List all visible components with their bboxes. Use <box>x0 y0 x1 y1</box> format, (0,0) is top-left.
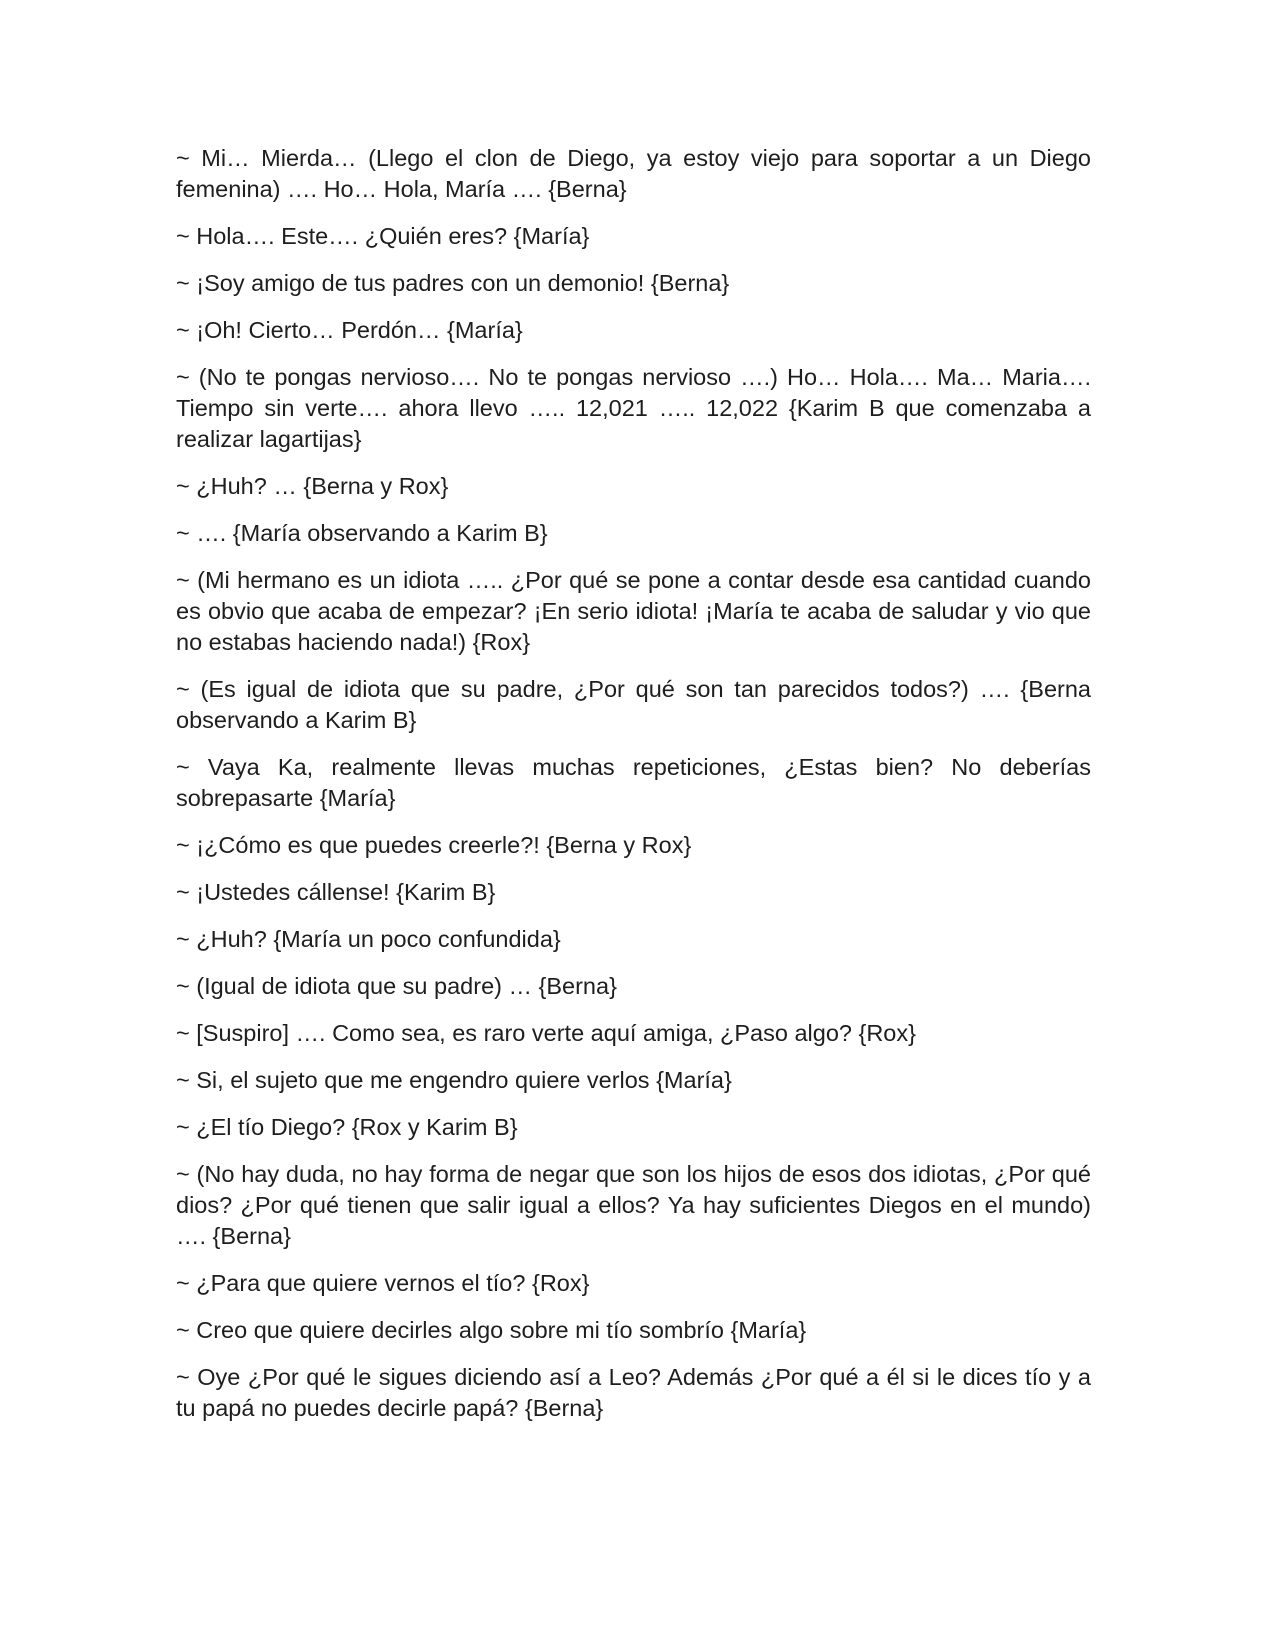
document-body <box>176 143 1091 1440</box>
dialogue-line: ~ …. {María observando a Karim B} <box>176 520 548 546</box>
dialogue-line: ~ Vaya Ka, realmente llevas muchas repeticiones, ¿Estas bien? No deberías sobrepasarte {María} <box>176 754 1091 811</box>
dialogue-line: ~ [Suspiro] …. Como sea, es raro verte aquí amiga, ¿Paso algo? {Rox} <box>176 1020 916 1046</box>
dialogue-line: ~ (Igual de idiota que su padre) … {Berna} <box>176 973 617 999</box>
dialogue-line: ~ Si, el sujeto que me engendro quiere verlos {María} <box>176 1067 732 1093</box>
dialogue-line: ~ Oye ¿Por qué le sigues diciendo así a Leo? Además ¿Por qué a él si le dices tío y a tu papá no puedes decirle papá? {Berna} <box>176 1364 1091 1421</box>
dialogue-line: ~ Mi… Mierda… (Llego el clon de Diego, ya estoy viejo para soportar a un Diego femenina) …. Ho… Hola, María …. {Berna} <box>176 145 1091 202</box>
dialogue-line: ~ ¡Ustedes cállense! {Karim B} <box>176 879 496 905</box>
dialogue-line: ~ ¡¿Cómo es que puedes creerle?! {Berna y Rox} <box>176 832 692 858</box>
dialogue-line: ~ ¿Huh? {María un poco confundida} <box>176 926 561 952</box>
dialogue-line: ~ ¡Soy amigo de tus padres con un demonio! {Berna} <box>176 270 730 296</box>
dialogue-line: ~ (No hay duda, no hay forma de negar que son los hijos de esos dos idiotas, ¿Por qué dios? ¿Por qué tienen que salir igual a ellos? Ya hay suficientes Diegos en el mundo) …. {Berna} <box>176 1161 1091 1249</box>
dialogue-line: ~ (No te pongas nervioso…. No te pongas nervioso ….) Ho… Hola…. Ma… Maria…. Tiempo sin verte…. ahora llevo ….. 12,021 ….. 12,022 {Karim B que comenzaba a realizar lagartijas} <box>176 364 1091 452</box>
dialogue-line: ~ ¿Huh? … {Berna y Rox} <box>176 473 449 499</box>
dialogue-line: ~ ¿El tío Diego? {Rox y Karim B} <box>176 1114 518 1140</box>
dialogue-line: ~ ¡Oh! Cierto… Perdón… {María} <box>176 317 523 343</box>
dialogue-line: ~ ¿Para que quiere vernos el tío? {Rox} <box>176 1270 590 1296</box>
dialogue-line: ~ (Es igual de idiota que su padre, ¿Por qué son tan parecidos todos?) …. {Berna observando a Karim B} <box>176 676 1091 733</box>
dialogue-line: ~ (Mi hermano es un idiota ….. ¿Por qué se pone a contar desde esa cantidad cuando es obvio que acaba de empezar? ¡En serio idiota! ¡María te acaba de saludar y vio que no estabas haciendo nada!) {Rox} <box>176 567 1091 655</box>
dialogue-line: ~ Hola…. Este…. ¿Quién eres? {María} <box>176 223 590 249</box>
dialogue-line: ~ Creo que quiere decirles algo sobre mi tío sombrío {María} <box>176 1317 807 1343</box>
